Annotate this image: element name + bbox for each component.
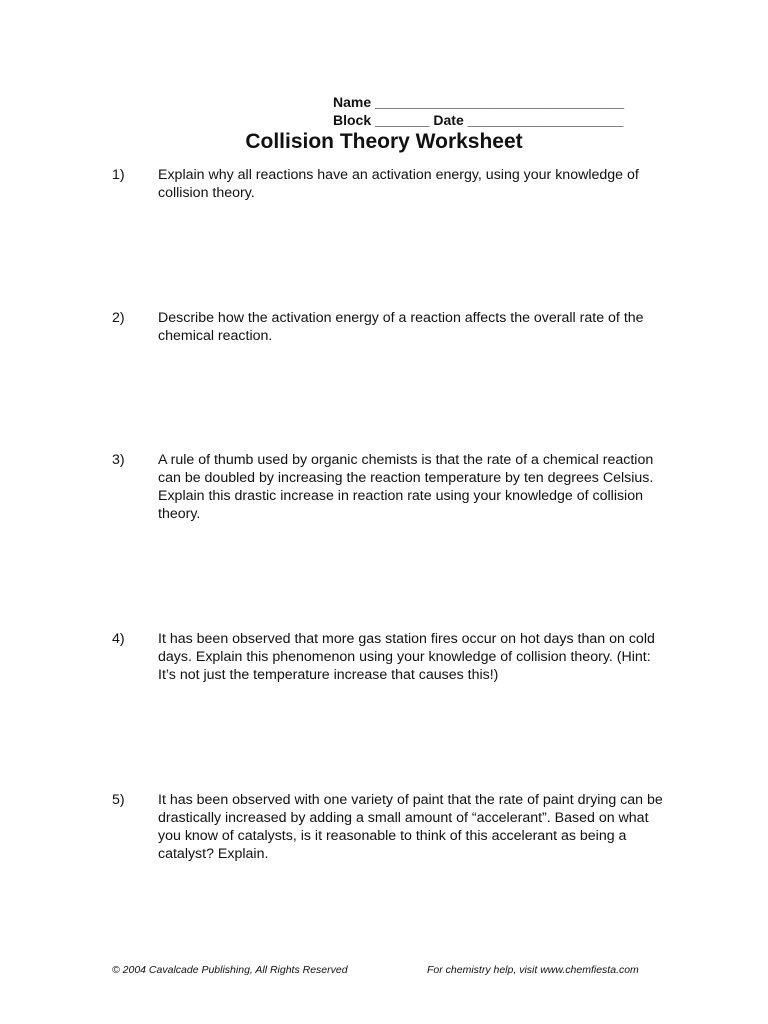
question-number: 3)	[112, 452, 125, 468]
question-text: Explain why all reactions have an activation energy, using your knowledge of collision theory.	[158, 167, 639, 201]
question-number: 5)	[112, 792, 125, 808]
question-text: It has been observed with one variety of paint that the rate of paint drying can be drastically increased by adding a small amount of “accelerant”. Based on what you know of catalysts, is it reasonable to think of this accelerant as being a catalyst? Explain.	[158, 792, 663, 862]
help-footer: For chemistry help, visit www.chemfiesta.com	[427, 964, 639, 976]
copyright-footer: © 2004 Cavalcade Publishing, All Rights Reserved	[112, 964, 348, 976]
question-text: It has been observed that more gas station fires occur on hot days than on cold days. Explain this phenomenon using your knowledge of collision theory. (Hint: It’s not just the temperature increase that causes this!)	[158, 631, 655, 683]
worksheet-title	[0, 129, 768, 155]
question-text: A rule of thumb used by organic chemists is that the rate of a chemical reaction can be doubled by increasing the reaction temperature by ten degrees Celsius. Explain this drastic increase in reaction rate using your knowledge of collision theory.	[158, 452, 654, 522]
worksheet-title-text: Collision Theory Worksheet	[245, 130, 523, 153]
question-number: 4)	[112, 631, 125, 647]
question-text: Describe how the activation energy of a reaction affects the overall rate of the chemical reaction.	[158, 310, 644, 344]
question-number: 1)	[112, 167, 125, 183]
block-date-field-line: Block _______ Date ____________________	[333, 112, 624, 128]
question-number: 2)	[112, 310, 125, 326]
name-field-line: Name ________________________________	[333, 94, 625, 110]
